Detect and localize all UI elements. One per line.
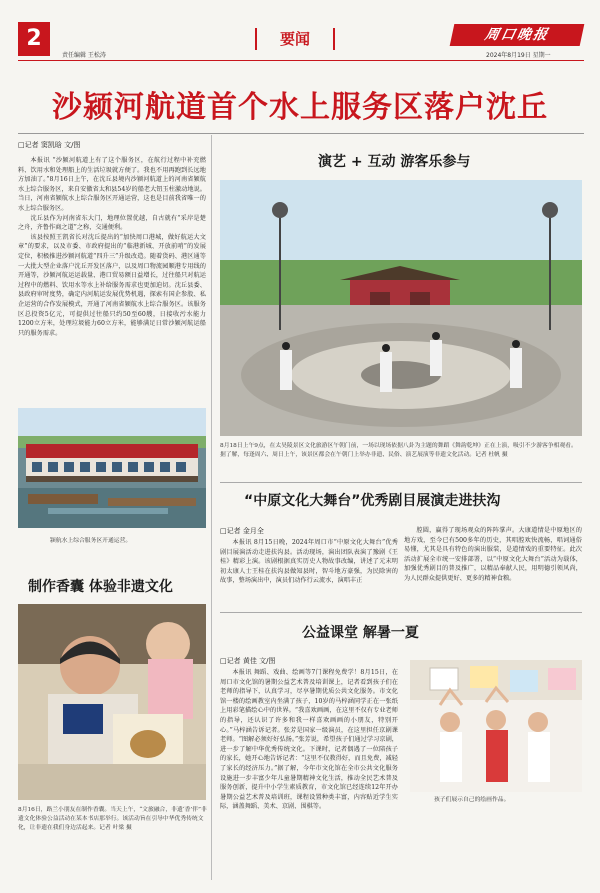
class-photo xyxy=(410,660,582,792)
section-rule xyxy=(220,482,582,483)
crafts-caption: 8月16日，路兰小朋友在制作香囊。当天上午，“文旅融合，非遗‘香’伴”非遗文化体验公益活动在某本书店那举行。该活动旨在引导中华优秀传统文化，让非遗在我们身边活起来。记者 叶梁 摄 xyxy=(18,807,207,831)
opera-title: “中原文化大舞台”优秀剧目展演走进扶沟 xyxy=(244,493,501,509)
main-paragraph: 该县按照王凯省长对沈丘提出的“加快周口港城，做好航运大文章”的要求，以及市委、市政府提出的“临港新城、开放前哨”的发展定位，积极推进沙颍河航道“四升三”升级改造。随着货码、港区通等一大批大型企业落户沈丘开发区落户，以及周口物流园顺港专用线的开通等，沙颍河航运运载量、港口贸易额日益增长，过往船只对航运过程中的燃料、饮用水等水上补给服务需求也更加迫切。沈丘县委、县政府审时度势，确定内河航运发展优势机遇，探索有国企参股、私企运营的合作发展模式，开通了河南省颍航水上综合服务区。该服务区总投资5亿元，可提供过往船只约50至60艘，日接收污水能力1200立方米，处理垃圾能力60立方米，能够满足日常沙颍河航运船只的服务需求。 xyxy=(18,233,206,337)
crafts-title: 制作香囊 体验非遗文化 xyxy=(28,579,173,595)
main-article-body xyxy=(18,156,206,338)
class-title: 公益课堂 解暑一夏 xyxy=(302,625,419,641)
opera-body-right: 腔圆，赢得了现场观众的阵阵掌声。大康道情是中原地区的地方戏，至今已有500多年的历史，其唱腔欢快流畅，唱词通俗易懂，尤其是具有特色的演出服装，是道情戏的重要特征。此次活动扩展全市统一安排部署，以“中原文化大舞台”活动为载体，加强优秀剧目的普及推广，以精品奉献人民，用明德引领风尚，为人民群众提供更好、更多的精神食粮。 xyxy=(404,527,582,582)
class-photo-caption: 孩子们展示自己的绘画作品。 xyxy=(434,797,510,803)
main-paragraph: 本报讯 “沙颍河航道上有了这个服务区，在航行过程中补充燃料、饮用水和处理船上的生活垃圾就方便了。我也不用再跑到长远地方加油了。”8月16日上午，在沈丘县境内沙颍河航道上的河南省颍航水上综合服务区，来自安徽省太和县54岁的船老大钮玉柱激动地说。当日，河南省颍航水上综合服务区开通运营，这也是目前我省唯一的水上综合服务区。 xyxy=(18,157,206,212)
column-divider xyxy=(211,135,212,880)
tourism-caption: 8月18日上午9点，在太昊陵景区文化旅游区午朝门前，一场以现场依据八卦为主题的舞蹈《舞韵乾坤》正在上演，吸引不少游客争相观看。据了解，每逢周六、周日上午，该景区都会在午朝门上举办非遗、民俗、演艺展演等非遗文化活动。记者 杜帆 摄 xyxy=(220,443,577,458)
opera-byline: □记者 金月全 xyxy=(220,527,264,535)
main-article xyxy=(18,140,206,338)
main-headline: 沙颍河航道首个水上服务区落户沈丘 xyxy=(52,90,548,125)
main-byline: □记者 窦凯晗 文/图 xyxy=(18,141,81,149)
tourism-title: 演艺 + 互动 游客乐参与 xyxy=(318,154,471,170)
section-label: 要闻 xyxy=(279,30,310,48)
section-label-frame xyxy=(255,28,335,50)
section-rule xyxy=(220,612,582,613)
class-byline: □记者 黄佳 文/图 xyxy=(220,657,276,665)
header-rule xyxy=(18,60,584,61)
page-header xyxy=(0,0,600,62)
main-paragraph: 沈丘县作为河南省东大门，地理位置优越，自古就有“采岸是楚之舟，齐鲁作商之道”之称，交通便利。 xyxy=(18,214,206,232)
issue-date: 2024年8月19日 星期一 xyxy=(486,52,551,59)
service-area-caption: 颍航水上综合服务区开通运营。 xyxy=(50,538,132,544)
tourism-photo xyxy=(220,180,582,436)
class-body: 本报讯 舞蹈、戏曲、绘画等7门课程免费学！8月15日，在周口市文化馆的暑期公益艺术普及培训课上，记者看到孩子们在老师的指导下，认真学习，尽享暑期优质公共文化服务。市文化馆一楼的绘画教室内坐满了孩子，10岁的马梓涵同学正在一张纸上用彩笔描绘心中的世界。“我喜欢画画，在这里不仅有专业老师的指导，还认识了许多和我一样喜欢画画的小朋友，特别开心。”马梓涵告诉记者。张芳是国家一级演员，在这里担任京剧课老师。“图解必须好好弘扬。”张芳说，希望孩子们通过学习京剧，进一步了解中华优秀传统文化。下课时，记者偶遇了一位陪孩子的家长，她开心地告诉记者：“这里不仅教得好，而且免费，减轻了家长的经济压力。”据了解，今年市文化馆在全市公共文化服务设施进一步丰富少年儿童暑期精神文化生活，推动全民艺术普及服务创新，提升中小学生素质教育，市文化馆已经连续12年开办暑期公益艺术普及培训班，课程设置种类丰富，内容贴近学生实际，涵盖舞蹈、美术、京剧、围棋等。 xyxy=(220,669,398,811)
crafts-photo xyxy=(18,604,206,800)
service-area-photo xyxy=(18,408,206,528)
headline-rule xyxy=(18,133,584,134)
opera-body-left: 本报讯 8月15日晚，2024年周口市“中原文化大舞台”优秀剧目展演活动走进扶沟县。活动现场，演出团队表演了豫剧《王桂》精彩上演。该剧根据真实历史人物故事改编，讲述了元末明初太康人士王桂在扶沟县做知县时，智斗地方豪强，为民除害的故事，整场演出中，演员们动作行云流水，演唱丰正 xyxy=(220,539,398,585)
editor-credit: 责任编辑 王松涛 xyxy=(62,52,106,59)
newspaper-logo: 周口晚报 xyxy=(450,24,585,46)
page-number: 2 xyxy=(18,22,50,56)
